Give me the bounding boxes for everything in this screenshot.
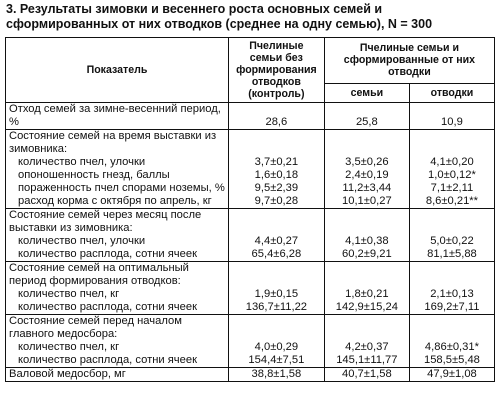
cell-families: 2,4±0,19 [324,169,409,182]
cell-control: 1,9±0,15 [228,288,324,301]
cell-families: 142,9±15,24 [324,301,409,315]
cell-families: 1,8±0,21 [324,288,409,301]
group-row [6,209,495,236]
header-families: семьи [324,83,409,102]
group-row [6,262,495,289]
cell-control: 4,0±0,29 [228,341,324,354]
table-row [6,156,495,169]
row-label: расход корма с октября по апрель, кг [6,195,229,209]
header-group: Пчелиные семьи и сформированные от них отводки [324,38,494,84]
cell-splits: 81,1±5,88 [409,248,494,262]
group-row [6,130,495,157]
cell-splits: 5,0±0,22 [409,235,494,248]
cell-splits: 4,1±0,20 [409,156,494,169]
results-table [5,37,495,382]
row-label: количество расплода, сотни ячеек [6,248,229,262]
row-label: пораженность пчел спорами ноземы, % [6,182,229,195]
cell-families: 40,7±1,58 [324,368,409,382]
cell-families: 4,2±0,37 [324,341,409,354]
cell-families: 3,5±0,26 [324,156,409,169]
cell-splits: 1,0±0,12* [409,169,494,182]
table-row [6,103,495,130]
table-title: 3. Результаты зимовки и весеннего роста основных семей и сформированных от них отводков (среднее на одну семью), N = 300 [6,2,433,31]
row-label: количество пчел, улочки [6,156,229,169]
group-label: Состояние семей через месяц после выставки из зимовника: [6,209,229,236]
table-row [6,169,495,182]
cell-control: 9,5±2,39 [228,182,324,195]
group-label: Состояние семей на время выставки из зимовника: [6,130,229,157]
cell-control: 28,6 [228,103,324,130]
cell-families: 60,2±9,21 [324,248,409,262]
cell-control: 38,8±1,58 [228,368,324,382]
header-control: Пчелиные семьи без формирования отводков (контроль) [228,38,324,103]
cell-control: 136,7±11,22 [228,301,324,315]
table-row [6,288,495,301]
cell-splits: 169,2±7,11 [409,301,494,315]
table-row [6,235,495,248]
cell-families: 4,1±0,38 [324,235,409,248]
row-label: Валовой медосбор, мг [6,368,229,382]
table-row [6,354,495,368]
table-row [6,248,495,262]
header-splits: отводки [409,83,494,102]
cell-splits: 2,1±0,13 [409,288,494,301]
cell-families: 25,8 [324,103,409,130]
cell-families: 10,1±0,27 [324,195,409,209]
cell-families: 11,2±3,44 [324,182,409,195]
cell-control: 3,7±0,21 [228,156,324,169]
cell-control: 9,7±0,28 [228,195,324,209]
table-row [6,341,495,354]
row-label: количество пчел, кг [6,341,229,354]
cell-control: 65,4±6,28 [228,248,324,262]
cell-splits: 4,86±0,31* [409,341,494,354]
table-row [6,195,495,209]
table-row [6,301,495,315]
cell-splits: 47,9±1,08 [409,368,494,382]
cell-control: 4,4±0,27 [228,235,324,248]
group-label: Состояние семей на оптимальный период формирования отводков: [6,262,229,289]
table-row [6,182,495,195]
group-label: Состояние семей перед началом главного медосбора: [6,315,229,342]
row-label: количество расплода, сотни ячеек [6,301,229,315]
row-label: количество пчел, кг [6,288,229,301]
row-label: Отход семей за зимне-весенний период, % [6,103,229,130]
cell-control: 154,4±7,51 [228,354,324,368]
cell-control: 1,6±0,18 [228,169,324,182]
cell-splits: 7,1±2,11 [409,182,494,195]
group-row [6,315,495,342]
row-label: количество расплода, сотни ячеек [6,354,229,368]
cell-splits: 10,9 [409,103,494,130]
row-label: количество пчел, улочки [6,235,229,248]
cell-families: 145,1±11,77 [324,354,409,368]
header-indicator: Показатель [6,38,229,103]
table-row [6,368,495,382]
cell-splits: 158,5±5,48 [409,354,494,368]
row-label: опоношенность гнезд, баллы [6,169,229,182]
cell-splits: 8,6±0,21** [409,195,494,209]
